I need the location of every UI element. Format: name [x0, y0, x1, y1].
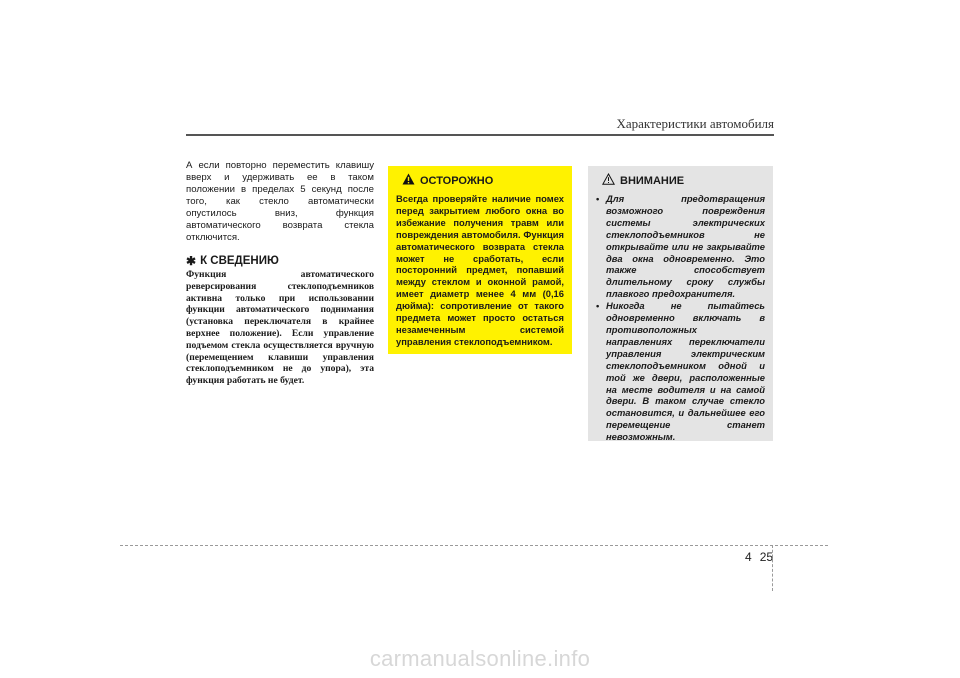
page-number — [745, 550, 773, 564]
warning-text: Всегда проверяйте наличие помех перед закрытием любого окна во избежание получения травм или повреждения автомобиля. Функция автоматического возврата стекла может не сработать, если посторонний предмет, попавший между стеклом и оконной рамой, имеет диаметр менее 4 мм (0,16 дюйма): сопротивление от такого предмета может просто остаться незамеченным системой управления стеклоподъемником. — [396, 193, 564, 347]
caution-list — [596, 193, 765, 443]
chapter-number: 4 — [745, 550, 752, 564]
bullet-icon: • — [596, 193, 600, 204]
warning-box — [388, 166, 572, 354]
caution-title: ВНИМАНИЕ — [620, 175, 685, 187]
caution-box — [588, 166, 773, 441]
page-number-value: 25 — [759, 550, 774, 564]
info-title: К СВЕДЕНИЮ — [200, 255, 279, 267]
footer-rule — [120, 545, 828, 546]
warning-header — [402, 172, 564, 190]
caution-header — [602, 172, 765, 190]
header-title: Характеристики автомобиля — [616, 116, 774, 131]
info-body: Функция автоматического реверсирования стеклоподъемников активна только при использовании функции автоматического поднимания (установка переключателя в крайнее верхнее положение). Если управление подъемом стекла осуществляется вручную (перемещением клавиши управления стеклоподъемником не до упора), эта функция работать не будет. — [186, 269, 374, 387]
intro-paragraph: А если повторно переместить клавишу вверх и удерживать ее в таком положении в пределах 5 секунд после того, как стекло автоматически опустилось вниз, функция автоматического возврата стекла отключится. — [186, 160, 374, 243]
caution-triangle-icon — [602, 172, 615, 190]
left-column — [186, 160, 374, 387]
asterisk-icon: ✱ — [186, 254, 197, 268]
warning-title: ОСТОРОЖНО — [420, 175, 494, 187]
caution-item: • Для предотвращения возможного повреждения системы электрических стеклоподъемников не открывайте или не закрывайте два окна одновременно. Это также способствует длительному сроку службы плавкого предохранителя. — [596, 193, 765, 300]
watermark: carmanualsonline.info — [369, 646, 591, 671]
bullet-icon: • — [596, 300, 600, 312]
info-heading — [186, 254, 374, 268]
caution-item: • Никогда не пытайтесь одновременно включать в противоположных направлениях переключатели управления электрическим стеклоподъемником одной и той же двери, расположенные на месте водителя и на самой двери. В таком случае стекло остановится, и дальнейшее его перемещение станет невозможным. — [596, 300, 765, 443]
warning-triangle-icon — [402, 172, 415, 190]
header-rule — [186, 134, 774, 136]
